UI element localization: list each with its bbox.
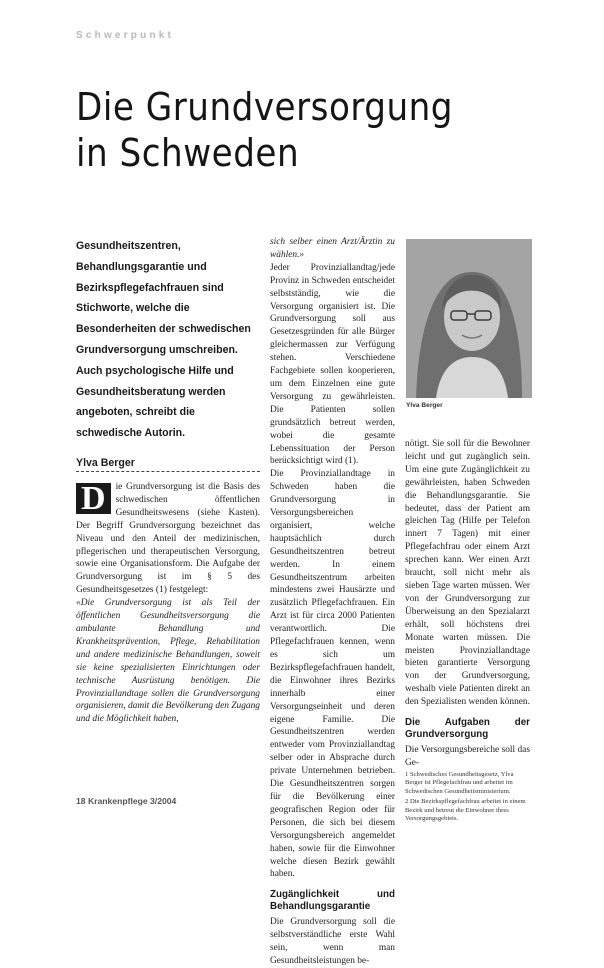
law-quote-end: sich selber einen Arzt/Ärztin zu wählen.»	[270, 237, 395, 260]
footnote: 2 Die Bezirkspflegefachfrau arbeitet in einem Bezirk und betreut die Einwohner ihres Versorgungsgebiets.	[405, 798, 526, 823]
body-paragraph: Die Provinziallandtage in Schweden haben die Grundversorgung in Versorgungsbereichen organisiert, welche hauptsächlich durch Gesundheitszentren betreut werden. In einem Gesundheitszentrum arbeiten mindestens zwei Hausärzte und zusätzlich Pflegefachfrauen. Ein Arzt ist für circa 2000 Patienten verantwortlich. Die Pflegefachfrauen kennen, wenn es sich um Bezirkspflegefachfrauen handelt, die Einwohner ihres Bezirks innerhalb einer Versorgungseinheit und deren eigene Familie. Die Gesundheitszentren werden entweder vom Provinziallandtag selber oder in Absprache durch private Unternehmen betrieben. Die Gesundheitszentren sorgen für die Bevölkerung einer geografischen Region oder für Personen, die sich bei diesem Versorgungsbereich angemeldet haben, sowie für die Einwohner welche diesen Bezirk gewählt haben.	[270, 469, 395, 880]
section-kicker: Schwerpunkt	[76, 30, 174, 41]
body-paragraph: ie Grundversorgung ist die Basis des schwedischen öffentlichen Gesundheitswesens (siehe Kasten). Der Begriff Grundversorgung bezeichnet das Niveau und den Anteil der medizinischen, pflegerischen und therapeutischen Versorgung, sowie eine Organisationsform. Die Aufgabe der Grundversorgung ist im § 5 des Gesundheitsgesetzes (1) festgelegt:	[76, 482, 260, 596]
body-paragraph: Die Grundversorgung soll die selbstverständliche erste Wahl sein, wenn man Gesundheitsleistungen be-	[270, 917, 395, 967]
article-title	[76, 84, 453, 176]
body-paragraph: Die Versorgungsbereiche soll das Ge-	[405, 745, 530, 768]
lead-paragraph: Gesundheitszentren, Behandlungsgarantie und Bezirkspflegefachfrauen sind Stichworte, welche die Besonderheiten der schwedischen Grundversorgung umschreiben. Auch psychologische Hilfe und Gesundheitsberatung werden angeboten, schreibt die schwedische Autorin.	[76, 240, 251, 440]
title-line-1: Die Grundversorgung	[76, 85, 453, 129]
body-paragraph: nötigt. Sie soll für die Bewohner leicht und gut zugänglich sein. Um eine gute Zugänglichkeit zu gewährleisten, haben Schweden die Behandlungsgarantie. Sie bedeutet, dass der Patient am gleichen Tag (Hilfe per Telefon innert 7 Tagen) mit einer Pflegefachfrau oder einem Arzt sprechen kann. Wer einen Arzt braucht, soll nicht mehr als sieben Tage warten müssen. Wer von der Grundversorgung zur Überweisung an den Spezialarzt erhält, soll höchstens drei Monate warten müssen. Die meisten Provinziallandtage bieten garantierte Versorgung von der Grundversorgung, weshalb viele Patienten direkt an den Spezialisten wenden können.	[405, 439, 530, 708]
body-paragraph: Jeder Provinziallandtag/jede Provinz in Schweden entscheidet selbstständig, wie die Versorgung organisiert ist. Die Grundversorgung soll aus Gesetzesgründen für alle Bürger gleichermassen zur Verfügung stehen. Verschiedene Fachgebiete sollen kooperieren, um dem Einzelnen eine gute Versorgung zu gewährleisten. Die Patienten sollen grundsätzlich betreut werden, wobei die gesamte Lebenssituation der Person berücksichtigt wird (1).	[270, 262, 395, 467]
author-portrait-photo	[406, 239, 532, 398]
footnotes	[405, 771, 530, 825]
portrait-photo-icon	[406, 239, 532, 398]
author-name: Ylva Berger	[76, 457, 135, 469]
footnote: 1 Schwedisches Gesundheitsgesetz, Ylva Berger ist Pflegefachfrau und arbeitet im Schwedischen Gesundheitsministerium.	[405, 771, 514, 795]
law-quote: «Die Grundversorgung ist als Teil der öffentlichen Gesundheitsversorgung die ambulante Behandlung und Krankheitsprävention, Pflege, Rehabilitation und andere medizinische Behandlungen, soweit sie keine spezialisierten Einrichtungen oder technische Ausrüstung benötigen. Die Provinziallandtage sollen die Grundversorgung organisieren, damit die Bevölkerung den Zugang und die Möglichkeit haben,	[76, 598, 260, 725]
text-column-2	[270, 236, 395, 968]
page-footer: 18 Krankenpflege 3/2004	[76, 796, 177, 806]
photo-caption: Ylva Berger	[406, 402, 443, 409]
subheading: Zugänglichkeit und Behandlungsgarantie	[270, 889, 395, 913]
text-column-1	[76, 481, 260, 726]
author-divider	[76, 471, 260, 472]
drop-cap: D	[76, 483, 111, 514]
text-column-3	[405, 438, 530, 770]
subheading: Die Aufgaben der Grundversorgung	[405, 717, 530, 741]
title-line-2: in Schweden	[76, 131, 300, 175]
